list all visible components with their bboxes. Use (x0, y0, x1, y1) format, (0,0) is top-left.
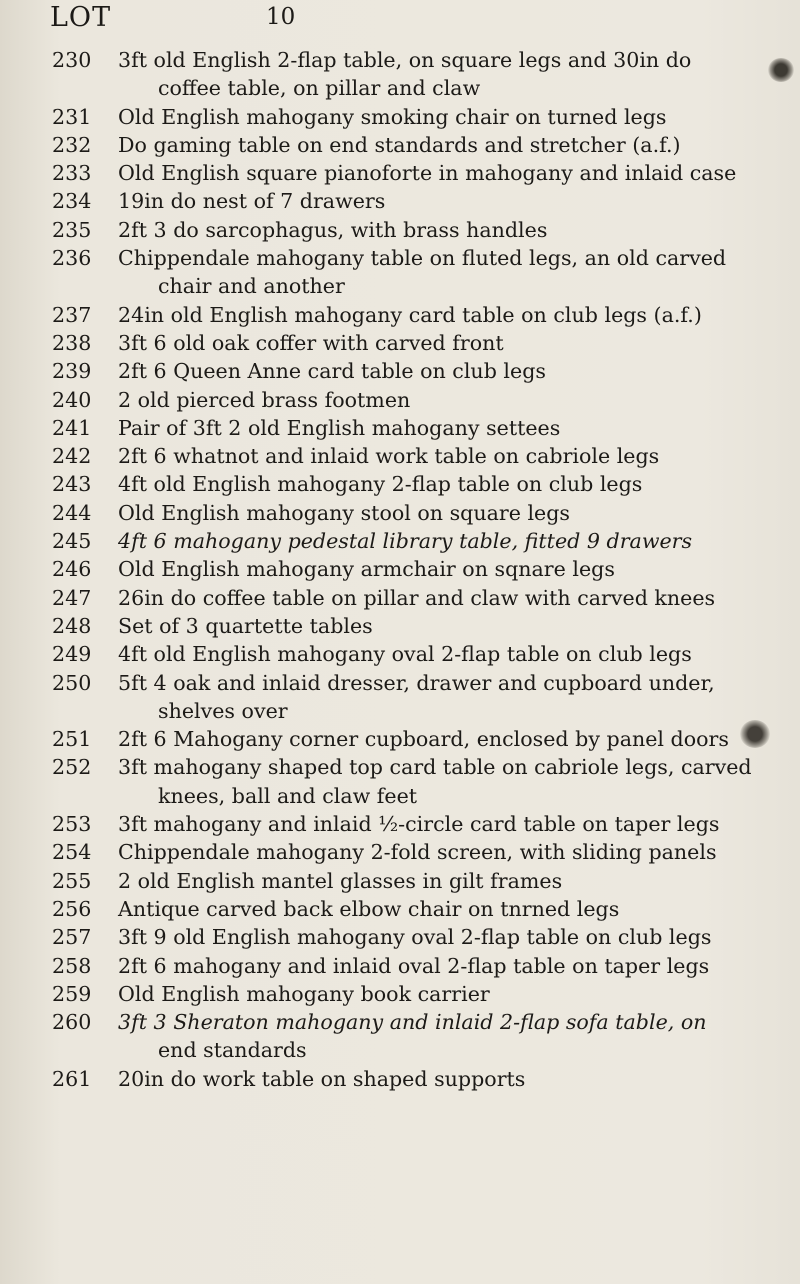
lot-description-line: 2ft 3 do sarcophagus, with brass handles (118, 217, 548, 242)
lot-entry (20, 159, 780, 187)
lot-description (110, 470, 780, 498)
lot-description-line: Old English mahogany stool on square legs (118, 500, 570, 525)
lot-description-line: 20in do work table on shaped supports (118, 1066, 526, 1091)
lot-entry (20, 952, 780, 980)
lot-number: 239 (52, 359, 92, 384)
lot-number: 241 (52, 415, 92, 440)
lot-description (110, 414, 780, 442)
lot-description-line: 26in do coffee table on pillar and claw with carved knees (118, 585, 716, 610)
lot-description (110, 159, 780, 187)
lot-number: 259 (52, 981, 92, 1006)
lot-description-line: Chippendale mahogany table on fluted legs, an old carved (118, 246, 727, 271)
lot-entry (20, 1008, 780, 1065)
lot-description-line: 24in old English mahogany card table on club legs (a.f.) (118, 302, 702, 327)
lot-description-line: Old English mahogany book carrier (118, 981, 490, 1006)
lot-description-continuation: end standards (158, 1038, 307, 1063)
lot-number: 252 (52, 755, 92, 780)
lot-description (110, 46, 780, 103)
lot-description-line: 3ft mahogany shaped top card table on cabriole legs, carved (118, 755, 752, 780)
lot-description (110, 216, 780, 244)
lot-number: 230 (52, 48, 92, 72)
lot-entry (20, 301, 780, 329)
lot-number: 238 (52, 330, 92, 355)
lot-number: 251 (52, 727, 92, 752)
lot-number: 246 (52, 557, 92, 582)
lot-entry (20, 103, 780, 131)
lot-number: 250 (52, 670, 92, 695)
lot-description-line: 4ft old English mahogany oval 2-flap table on club legs (118, 642, 692, 667)
lot-description-line: 19in do nest of 7 drawers (118, 189, 386, 214)
lot-entry (20, 1065, 780, 1093)
lot-description (110, 725, 780, 753)
lot-entry (20, 187, 780, 215)
lot-description-line: Pair of 3ft 2 old English mahogany settees (118, 415, 561, 440)
lot-description-line: 2ft 6 mahogany and inlaid oval 2-flap table on taper legs (118, 953, 710, 978)
lot-description (110, 442, 780, 470)
lot-number: 236 (52, 246, 92, 271)
lot-entry (20, 414, 780, 442)
lot-entry (20, 46, 780, 103)
lot-number: 247 (52, 585, 92, 610)
lot-description (110, 923, 780, 951)
lot-description-line: Antique carved back elbow chair on tnrned legs (118, 896, 620, 921)
lot-description (110, 612, 780, 640)
lot-description (110, 386, 780, 414)
lot-description (110, 810, 780, 838)
lot-entry (20, 499, 780, 527)
lot-number: 248 (52, 613, 92, 638)
lot-description-line: 4ft 6 mahogany pedestal library table, fitted 9 drawers (118, 529, 693, 554)
lot-number: 235 (52, 217, 92, 242)
lot-number: 244 (52, 500, 92, 525)
lot-description-line: Chippendale mahogany 2-fold screen, with sliding panels (118, 840, 717, 865)
lot-description (110, 555, 780, 583)
lot-description (110, 952, 780, 980)
lot-number: 245 (52, 529, 92, 554)
lot-entry (20, 838, 780, 866)
lot-number: 234 (52, 189, 92, 214)
lot-entry (20, 555, 780, 583)
lot-entry (20, 669, 780, 726)
lot-entry (20, 584, 780, 612)
lot-description-continuation: knees, ball and claw feet (158, 783, 418, 808)
lot-description-continuation: coffee table, on pillar and claw (158, 76, 481, 101)
lot-description (110, 244, 780, 301)
lot-number: 231 (52, 104, 92, 129)
lot-number: 255 (52, 868, 92, 893)
lot-entry (20, 895, 780, 923)
lot-entry (20, 980, 780, 1008)
lot-number: 242 (52, 444, 92, 469)
lot-number: 243 (52, 472, 92, 497)
lot-description-line: 4ft old English mahogany 2-flap table on club legs (118, 472, 643, 497)
lot-number: 261 (52, 1066, 92, 1091)
lot-description-line: 2 old English mantel glasses in gilt frames (118, 868, 563, 893)
lot-description-line: 2ft 6 Mahogany corner cupboard, enclosed by panel doors (118, 727, 729, 752)
lot-description (110, 669, 780, 726)
lot-number: 253 (52, 812, 92, 837)
lot-number: 258 (52, 953, 92, 978)
lot-description (110, 1065, 780, 1093)
lot-description-continuation: chair and another (158, 274, 345, 299)
page-number: 10 (266, 4, 296, 30)
lot-entry (20, 810, 780, 838)
lot-number: 249 (52, 642, 92, 667)
page-header (20, 2, 800, 46)
lot-description (110, 131, 780, 159)
lot-entry (20, 725, 780, 753)
lot-description-line: 3ft old English 2-flap table, on square legs and 30in do (118, 48, 692, 72)
lot-number: 240 (52, 387, 92, 412)
lot-description-line: 3ft 9 old English mahogany oval 2-flap table on club legs (118, 925, 712, 950)
lot-description (110, 640, 780, 668)
lot-description-line: 2ft 6 whatnot and inlaid work table on cabriole legs (118, 444, 660, 469)
lot-description-line: Do gaming table on end standards and stretcher (a.f.) (118, 132, 681, 157)
lot-number: 237 (52, 302, 92, 327)
lot-description-line: 2ft 6 Queen Anne card table on club legs (118, 359, 546, 384)
lot-entry (20, 640, 780, 668)
lot-description-line: 3ft mahogany and inlaid ½-circle card table on taper legs (118, 812, 720, 837)
lot-number: 260 (52, 1010, 92, 1035)
lot-entry (20, 753, 780, 810)
lot-number: 257 (52, 925, 92, 950)
lot-description-line: 5ft 4 oak and inlaid dresser, drawer and cupboard under, (118, 670, 715, 695)
lot-column-heading: LOT (50, 2, 112, 33)
lot-description-line: 2 old pierced brass footmen (118, 387, 411, 412)
lot-description (110, 301, 780, 329)
lot-description (110, 103, 780, 131)
lot-entry (20, 216, 780, 244)
lot-description (110, 838, 780, 866)
lot-description (110, 357, 780, 385)
lot-entry (20, 386, 780, 414)
lot-description (110, 584, 780, 612)
lot-entry (20, 329, 780, 357)
lot-description-line: Old English square pianoforte in mahogany and inlaid case (118, 161, 737, 186)
lot-description (110, 187, 780, 215)
lot-entry (20, 470, 780, 498)
lot-number: 256 (52, 896, 92, 921)
lot-description-line: 3ft 3 Sheraton mahogany and inlaid 2-flap sofa table, on (118, 1010, 707, 1035)
lot-description (110, 329, 780, 357)
lot-description (110, 980, 780, 1008)
lot-description (110, 499, 780, 527)
lot-description (110, 867, 780, 895)
lot-entry (20, 131, 780, 159)
lot-entry (20, 244, 780, 301)
lot-number: 254 (52, 840, 92, 865)
lot-list (20, 46, 780, 1093)
lot-description-line: Old English mahogany armchair on sqnare legs (118, 557, 615, 582)
lot-description (110, 895, 780, 923)
lot-description-continuation: shelves over (158, 698, 288, 723)
lot-entry (20, 442, 780, 470)
lot-description-line: 3ft 6 old oak coffer with carved front (118, 330, 504, 355)
lot-number: 232 (52, 132, 92, 157)
lot-number: 233 (52, 161, 92, 186)
lot-entry (20, 612, 780, 640)
lot-description-line: Set of 3 quartette tables (118, 613, 373, 638)
lot-entry (20, 923, 780, 951)
lot-entry (20, 867, 780, 895)
lot-description (110, 1008, 780, 1065)
lot-description (110, 753, 780, 810)
lot-description (110, 527, 780, 555)
lot-entry (20, 527, 780, 555)
lot-description-line: Old English mahogany smoking chair on turned legs (118, 104, 667, 129)
lot-entry (20, 357, 780, 385)
